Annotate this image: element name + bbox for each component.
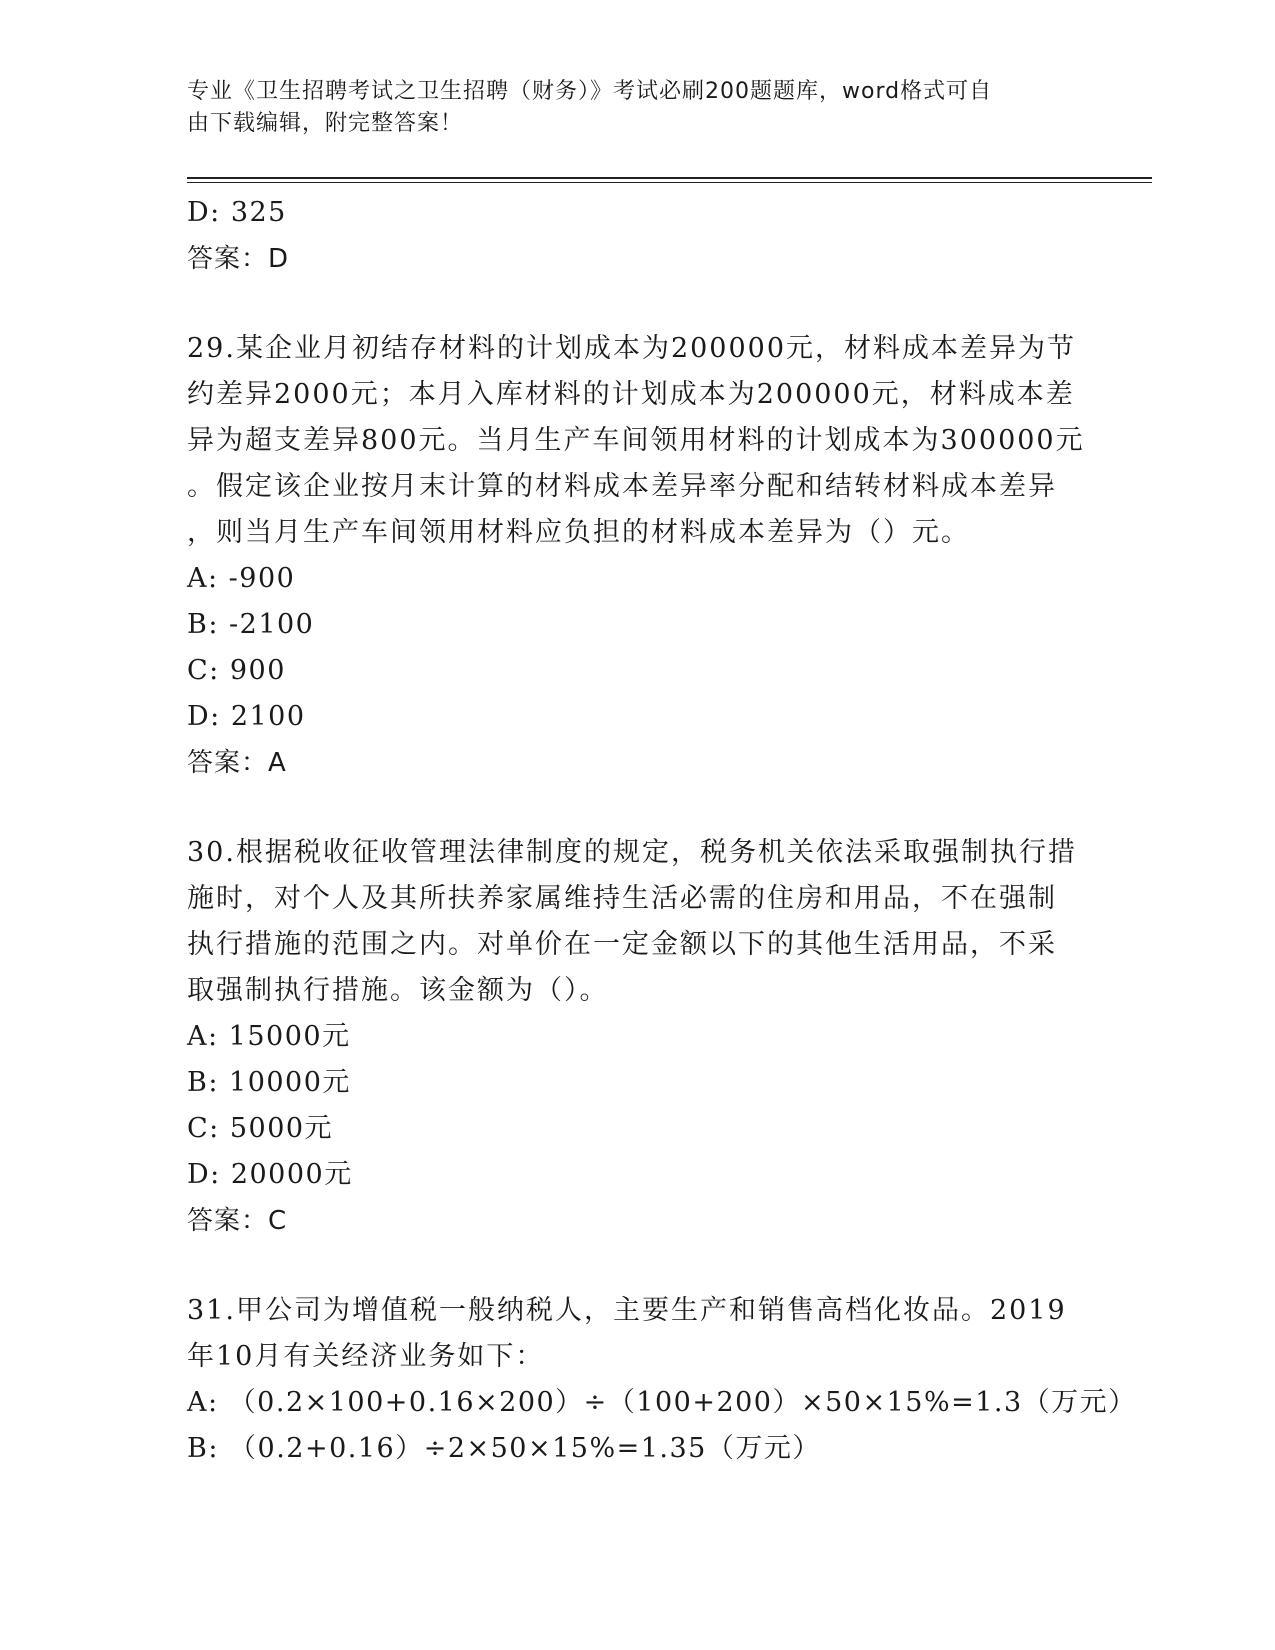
prev-option-d: D: 325 bbox=[187, 197, 287, 228]
question-line: 30.根据税收征收管理法律制度的规定，税务机关依法采取强制执行措 bbox=[187, 837, 1077, 868]
header-line-1: 专业《卫生招聘考试之卫生招聘（财务）》考试必刷200题题库，word格式可自 bbox=[187, 79, 993, 104]
spacer bbox=[187, 786, 1087, 830]
option-c: C: 900 bbox=[187, 655, 286, 686]
option-d: D: 2100 bbox=[187, 701, 306, 732]
question-line: 异为超支差异800元。当月生产车间领用材料的计划成本为300000元 bbox=[187, 425, 1085, 456]
option-a: A: （0.2×100+0.16×200）÷（100+200）×50×15%=1.3（万元） bbox=[187, 1387, 1137, 1418]
question-line: ，则当月生产车间领用材料应负担的材料成本差异为（）元。 bbox=[187, 517, 970, 548]
spacer bbox=[187, 282, 1087, 326]
question-31-text bbox=[187, 1288, 1087, 1380]
document-body bbox=[187, 190, 1137, 1472]
question-29-options bbox=[187, 556, 1087, 740]
question-29-answer: 答案：A bbox=[187, 748, 287, 778]
option-a: A: 15000元 bbox=[187, 1021, 351, 1052]
option-b: B: 10000元 bbox=[187, 1067, 351, 1098]
question-line: 取强制执行措施。该金额为（）。 bbox=[187, 975, 609, 1006]
question-line: 约差异2000元；本月入库材料的计划成本为200000元，材料成本差 bbox=[187, 379, 1075, 410]
question-line: 。假定该企业按月末计算的材料成本差异率分配和结转材料成本差异 bbox=[187, 471, 1057, 502]
question-30-answer: 答案：C bbox=[187, 1206, 288, 1236]
header-line-2: 由下载编辑，附完整答案！ bbox=[187, 111, 464, 136]
question-line: 施时，对个人及其所扶养家属维持生活必需的住房和用品，不在强制 bbox=[187, 883, 1057, 914]
prev-answer: 答案：D bbox=[187, 244, 290, 274]
question-line: 执行措施的范围之内。对单价在一定金额以下的其他生活用品，不采 bbox=[187, 929, 1057, 960]
page-header bbox=[187, 76, 1067, 140]
header-rule-thin bbox=[187, 182, 1152, 183]
header-rule-thick bbox=[187, 177, 1152, 179]
question-30-text bbox=[187, 830, 1087, 1014]
option-c: C: 5000元 bbox=[187, 1113, 334, 1144]
question-line: 年10月有关经济业务如下： bbox=[187, 1341, 545, 1372]
question-31-options bbox=[187, 1380, 1137, 1472]
question-30-options bbox=[187, 1014, 1087, 1198]
question-line: 29.某企业月初结存材料的计划成本为200000元，材料成本差异为节 bbox=[187, 333, 1077, 364]
spacer bbox=[187, 1244, 1087, 1288]
question-29-text bbox=[187, 326, 1087, 556]
question-line: 31.甲公司为增值税一般纳税人，主要生产和销售高档化妆品。2019 bbox=[187, 1295, 1067, 1326]
option-b: B: -2100 bbox=[187, 609, 315, 640]
option-a: A: -900 bbox=[187, 563, 296, 594]
option-b: B: （0.2+0.16）÷2×50×15%=1.35（万元） bbox=[187, 1433, 821, 1464]
option-d: D: 20000元 bbox=[187, 1159, 353, 1190]
